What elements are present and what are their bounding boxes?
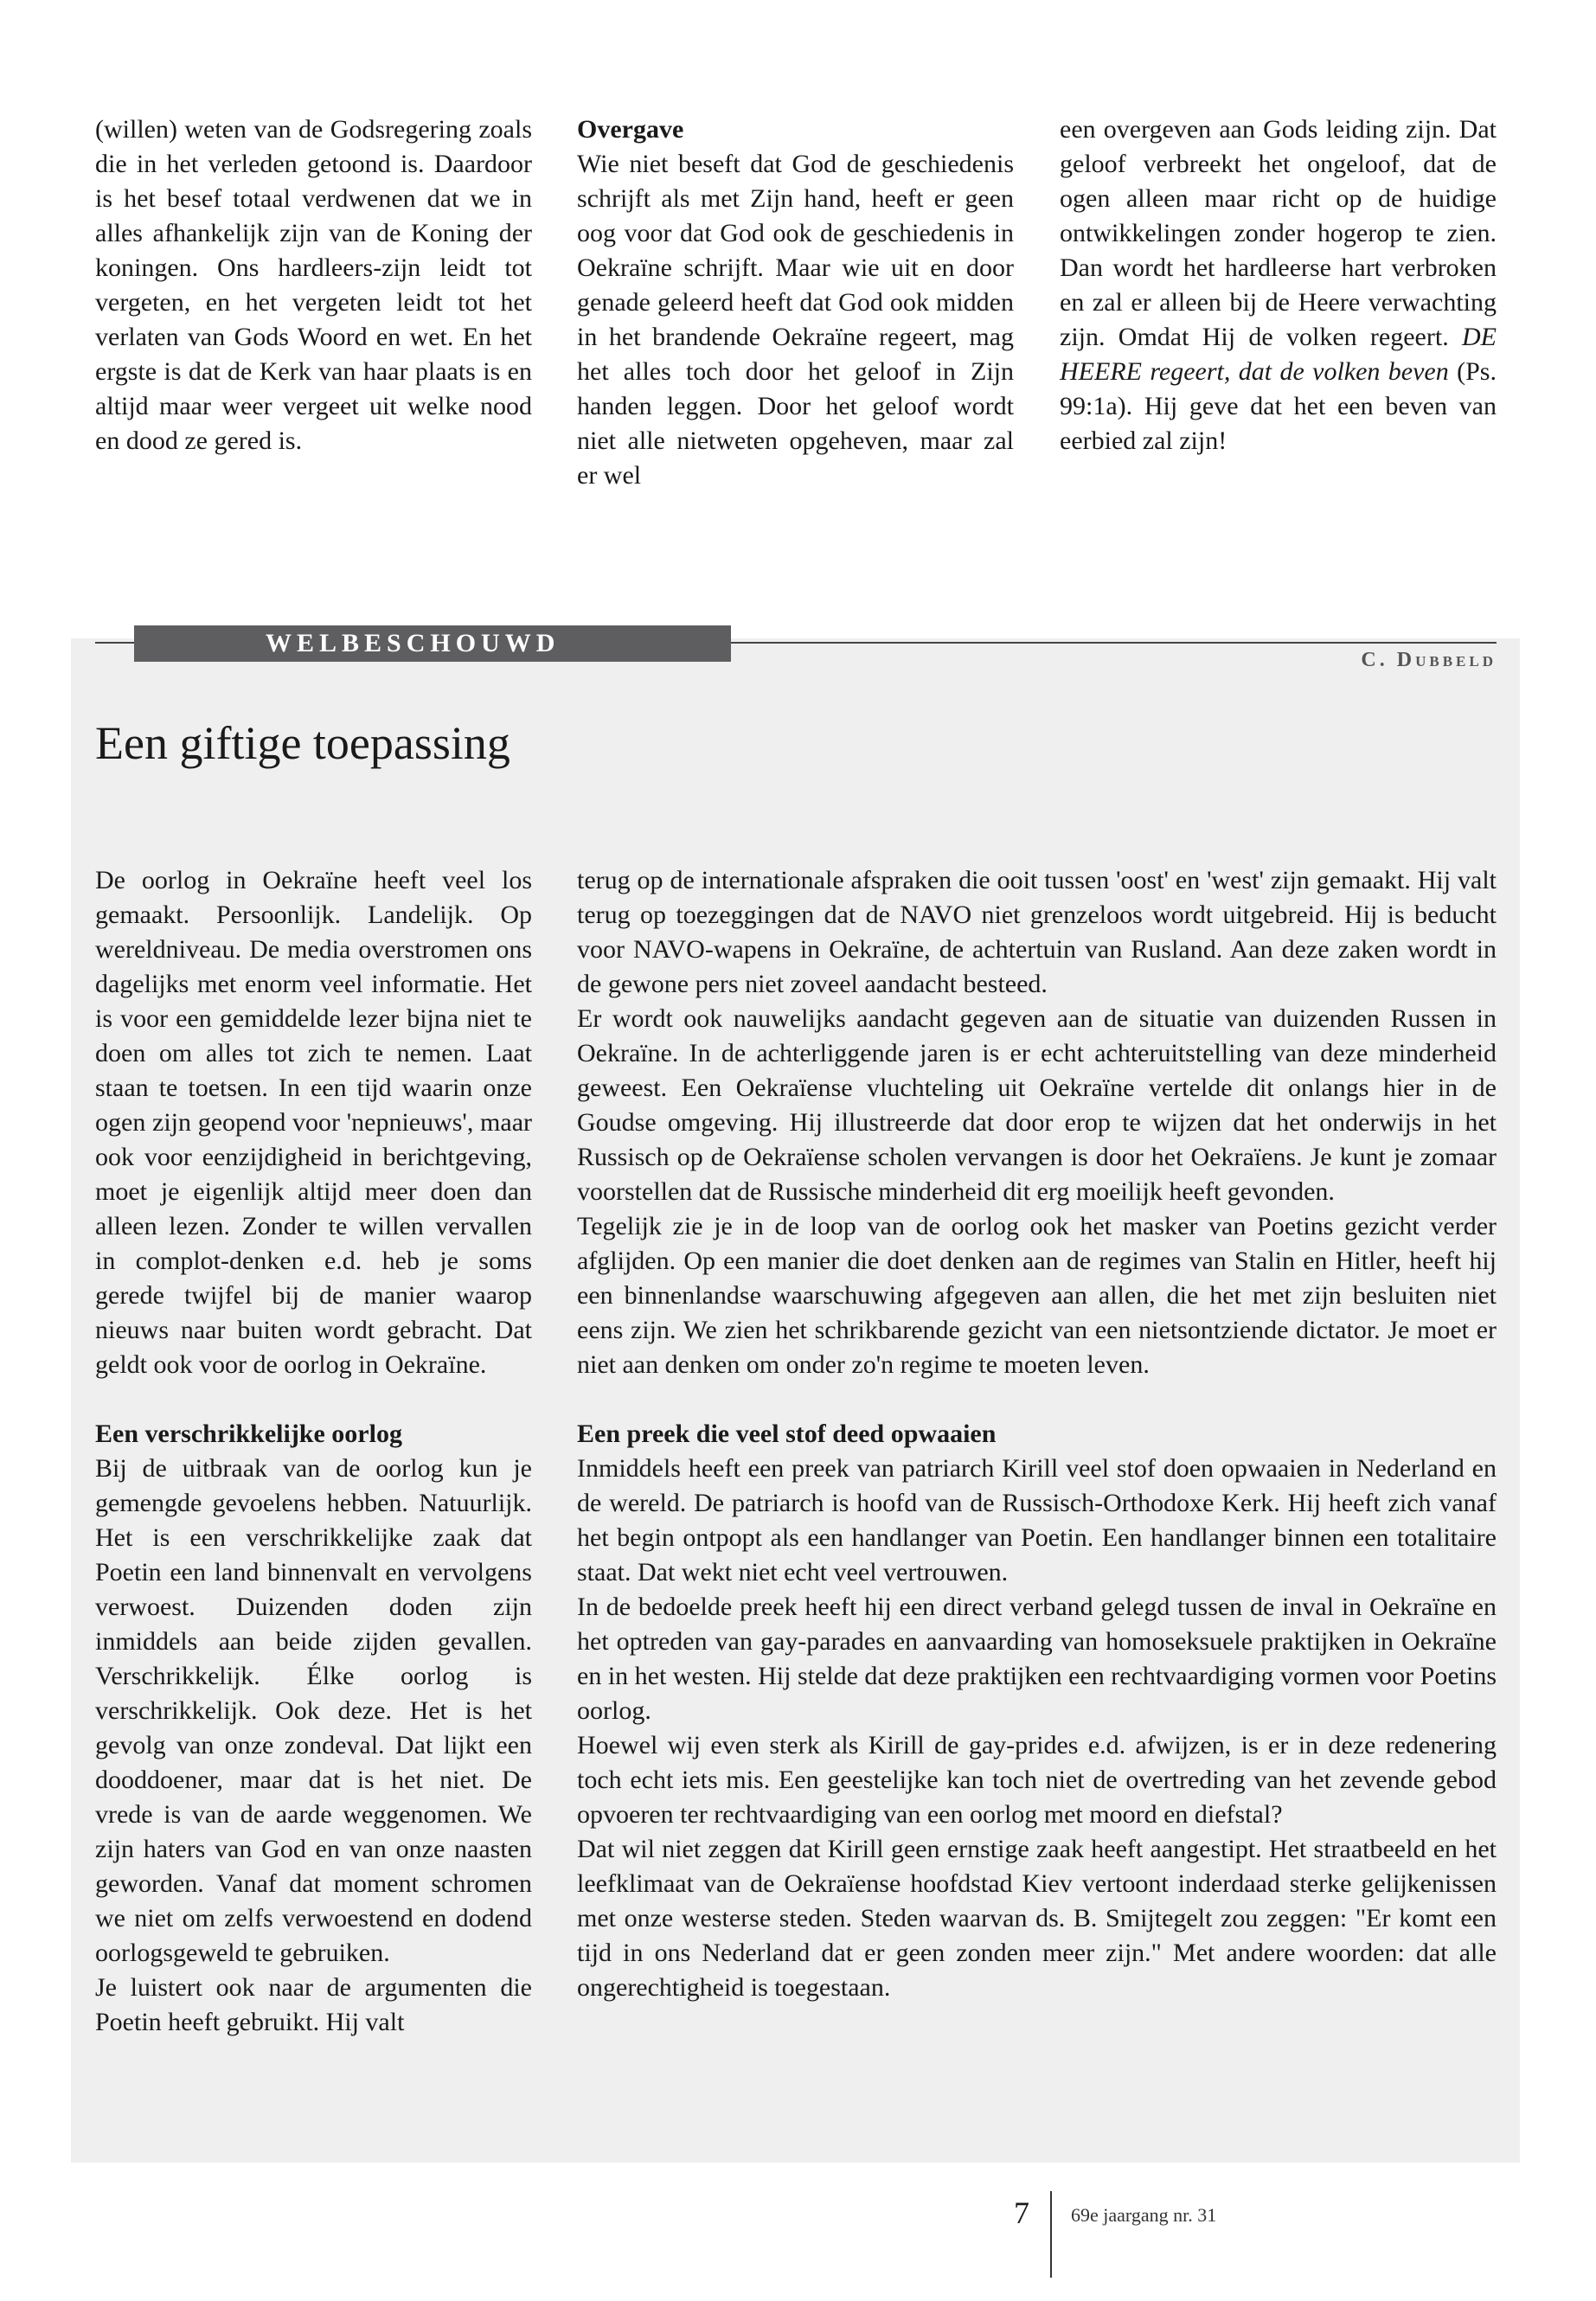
scripture-quote: DE HEERE regeert, dat de volken beven — [1060, 323, 1497, 386]
top-column-1 — [95, 112, 532, 458]
paragraph: terug op de internationale afspraken die ooit tussen 'oost' en 'west' zijn gemaakt. Hij valt terug op toezeggingen dat de NAVO niet grenzeloos wordt uitgebreid. Hij is beducht voor NAVO-wapens in Oekraïne, de achtertuin van Rusland. Aan deze zaken wordt in de gewone pers niet zoveel aandacht besteed. — [577, 866, 1497, 998]
top-column-2 — [577, 112, 1014, 493]
paragraph — [1060, 112, 1497, 458]
author-name: C. Dubbeld — [1361, 649, 1497, 671]
header-rule-right — [731, 642, 1497, 644]
top-column-3 — [1060, 112, 1497, 458]
text-segment: (Ps. 99:1a). Hij geve dat het een beven van eerbied zal zijn! — [1060, 357, 1497, 455]
paragraph: In de bedoelde preek heeft hij een direct verband gelegd tussen de inval in Oekraïne en het optreden van gay-parades en aanvaarding van homoseksuele praktijken in Oekraïne en in het westen. Hij stelde dat deze praktijken een rechtvaardiging vormen voor Poetins oorlog. — [577, 1593, 1497, 1725]
subheading-verschrikkelijke-oorlog: Een verschrikkelijke oorlog — [95, 1420, 402, 1448]
text-segment: een overgeven aan Gods leiding zijn. Dat geloof verbreekt het ongeloof, dat de ogen alleen maar richt op de huidige ontwikkelingen zonder hogerop te zien. Dan wordt het hardleerse hart verbroken en zal er alleen bij de Heere verwachting zijn. Omdat Hij de volken regeert. — [1060, 115, 1497, 351]
intro-paragraph: De oorlog in Oekraïne heeft veel los gemaakt. Persoonlijk. Landelijk. Op wereldniveau. De media overstromen ons dagelijks met enorm veel informatie. Het is voor een gemiddelde lezer bijna niet te doen om alles tot zich te nemen. Laat staan te toetsen. In een tijd waarin onze ogen zijn geopend voor 'nepnieuws', maar ook voor eenzijdigheid in berichtgeving, moet je eigenlijk altijd meer doen dan alleen lezen. Zonder te willen vervallen in complot-denken e.d. heb je soms gerede twijfel bij de manier waarop nieuws naar buiten wordt gebracht. Dat geldt ook voor de oorlog in Oekraïne. — [95, 866, 532, 1379]
spacer — [577, 1382, 1497, 1417]
paragraph: Bij de uitbraak van de oorlog kun je gemengde gevoelens hebben. Natuurlijk. Het is een verschrikkelijke zaak dat Poetin een land binnenvalt en vervolgens verwoest. Duizenden doden zijn inmiddels aan beide zijden gevallen. Verschrikkelijk. Élke oorlog is verschrikkelijk. Ook deze. Het is het gevolg van onze zondeval. Dat lijkt een dooddoener, maar dat is het niet. De vrede is van de aarde weggenomen. We zijn haters van God en van onze naasten geworden. Vanaf dat moment schromen we niet om zelfs verwoestend en dodend oorlogsgeweld te gebruiken. — [95, 1454, 532, 1967]
subheading-overgave: Overgave — [577, 115, 684, 144]
paragraph: (willen) weten van de Godsregering zoals die in het verleden getoond is. Daardoor is het besef totaal verdwenen dat we in alles afhankelijk zijn van de Koning der koningen. Ons hardleers-zijn leidt tot vergeten, en het vergeten leidt tot het verlaten van Gods Woord en wet. En het ergste is dat de Kerk van haar plaats is en altijd maar weer vergeet uit welke nood en dood ze gered is. — [95, 115, 532, 455]
article-column-2 — [577, 863, 1497, 2005]
paragraph: Hoewel wij even sterk als Kirill de gay-prides e.d. afwijzen, is er in deze redenering toch echt iets mis. Een geestelijke kan toch niet de overtreding van het zevende gebod opvoeren ter rechtvaardiging van een oorlog met moord en diefstal? — [577, 1731, 1497, 1829]
article-title: Een giftige toepassing — [95, 717, 510, 769]
paragraph: Wie niet beseft dat God de geschiedenis schrijft als met Zijn hand, heeft er geen oog voor dat God ook de geschiedenis in Oekraïne schrijft. Maar wie uit en door genade geleerd heeft dat God ook midden in het brandende Oekraïne regeert, mag het alles toch door het geloof in Zijn handen leggen. Door het geloof wordt niet alle nietweten opgeheven, maar zal er wel — [577, 150, 1014, 490]
paragraph: Je luistert ook naar de argumenten die Poetin heeft gebruikt. Hij valt — [95, 1973, 532, 2036]
subheading-preek: Een preek die veel stof deed opwaaien — [577, 1420, 997, 1448]
footer-divider — [1050, 2191, 1052, 2278]
spacer — [95, 1382, 532, 1417]
page-number: 7 — [1014, 2195, 1029, 2230]
paragraph: Dat wil niet zeggen dat Kirill geen ernstige zaak heeft aangestipt. Het straatbeeld en het leefklimaat van de Oekraïense hoofdstad Kiev vertoont inderdaad sterke gelijkenissen met onze westerse steden. Steden waarvan ds. B. Smijtegelt zou zeggen: "Er komt een tijd in ons Nederland dat er geen zonden meer zijn." Met andere woorden: dat alle ongerechtigheid is toegestaan. — [577, 1835, 1497, 2002]
paragraph: Er wordt ook nauwelijks aandacht gegeven aan de situatie van duizenden Russen in Oekraïne. In de achterliggende jaren is er echt achteruitstelling van deze minderheid geweest. Een Oekraïense vluchteling uit Oekraïne vertelde dit onlangs hier in de Goudse omgeving. Hij illustreerde dat door erop te wijzen dat het onderwijs in het Russisch op de Oekraïense scholen vervangen is door het Oekraïens. Je kunt je zomaar voorstellen dat de Russische minderheid dit erg moeilijk heeft gevonden. — [577, 1004, 1497, 1206]
paragraph: Inmiddels heeft een preek van patriarch Kirill veel stof doen opwaaien in Nederland en de wereld. De patriarch is hoofd van de Russisch-Orthodoxe Kerk. Hij heeft zich vanaf het begin ontpopt als een handlanger van Poetin. Een handlanger binnen een totalitaire staat. Dat wekt niet echt veel vertrouwen. — [577, 1454, 1497, 1586]
paragraph: Tegelijk zie je in de loop van de oorlog ook het masker van Poetins gezicht verder afglijden. Op een manier die doet denken aan de regimes van Stalin en Hitler, heeft hij een binnenlandse waarschuwing afgegeven aan allen, die het met zijn besluiten niet eens zijn. We zien het schrikbarende gezicht van een nietsontziende dictator. Je moet er niet aan denken om onder zo'n regime te moeten leven. — [577, 1212, 1497, 1379]
section-label: WELBESCHOUWD — [134, 625, 731, 662]
issue-info: 69e jaargang nr. 31 — [1071, 2204, 1217, 2226]
header-rule-left — [95, 642, 134, 644]
article-column-1 — [95, 863, 532, 2040]
